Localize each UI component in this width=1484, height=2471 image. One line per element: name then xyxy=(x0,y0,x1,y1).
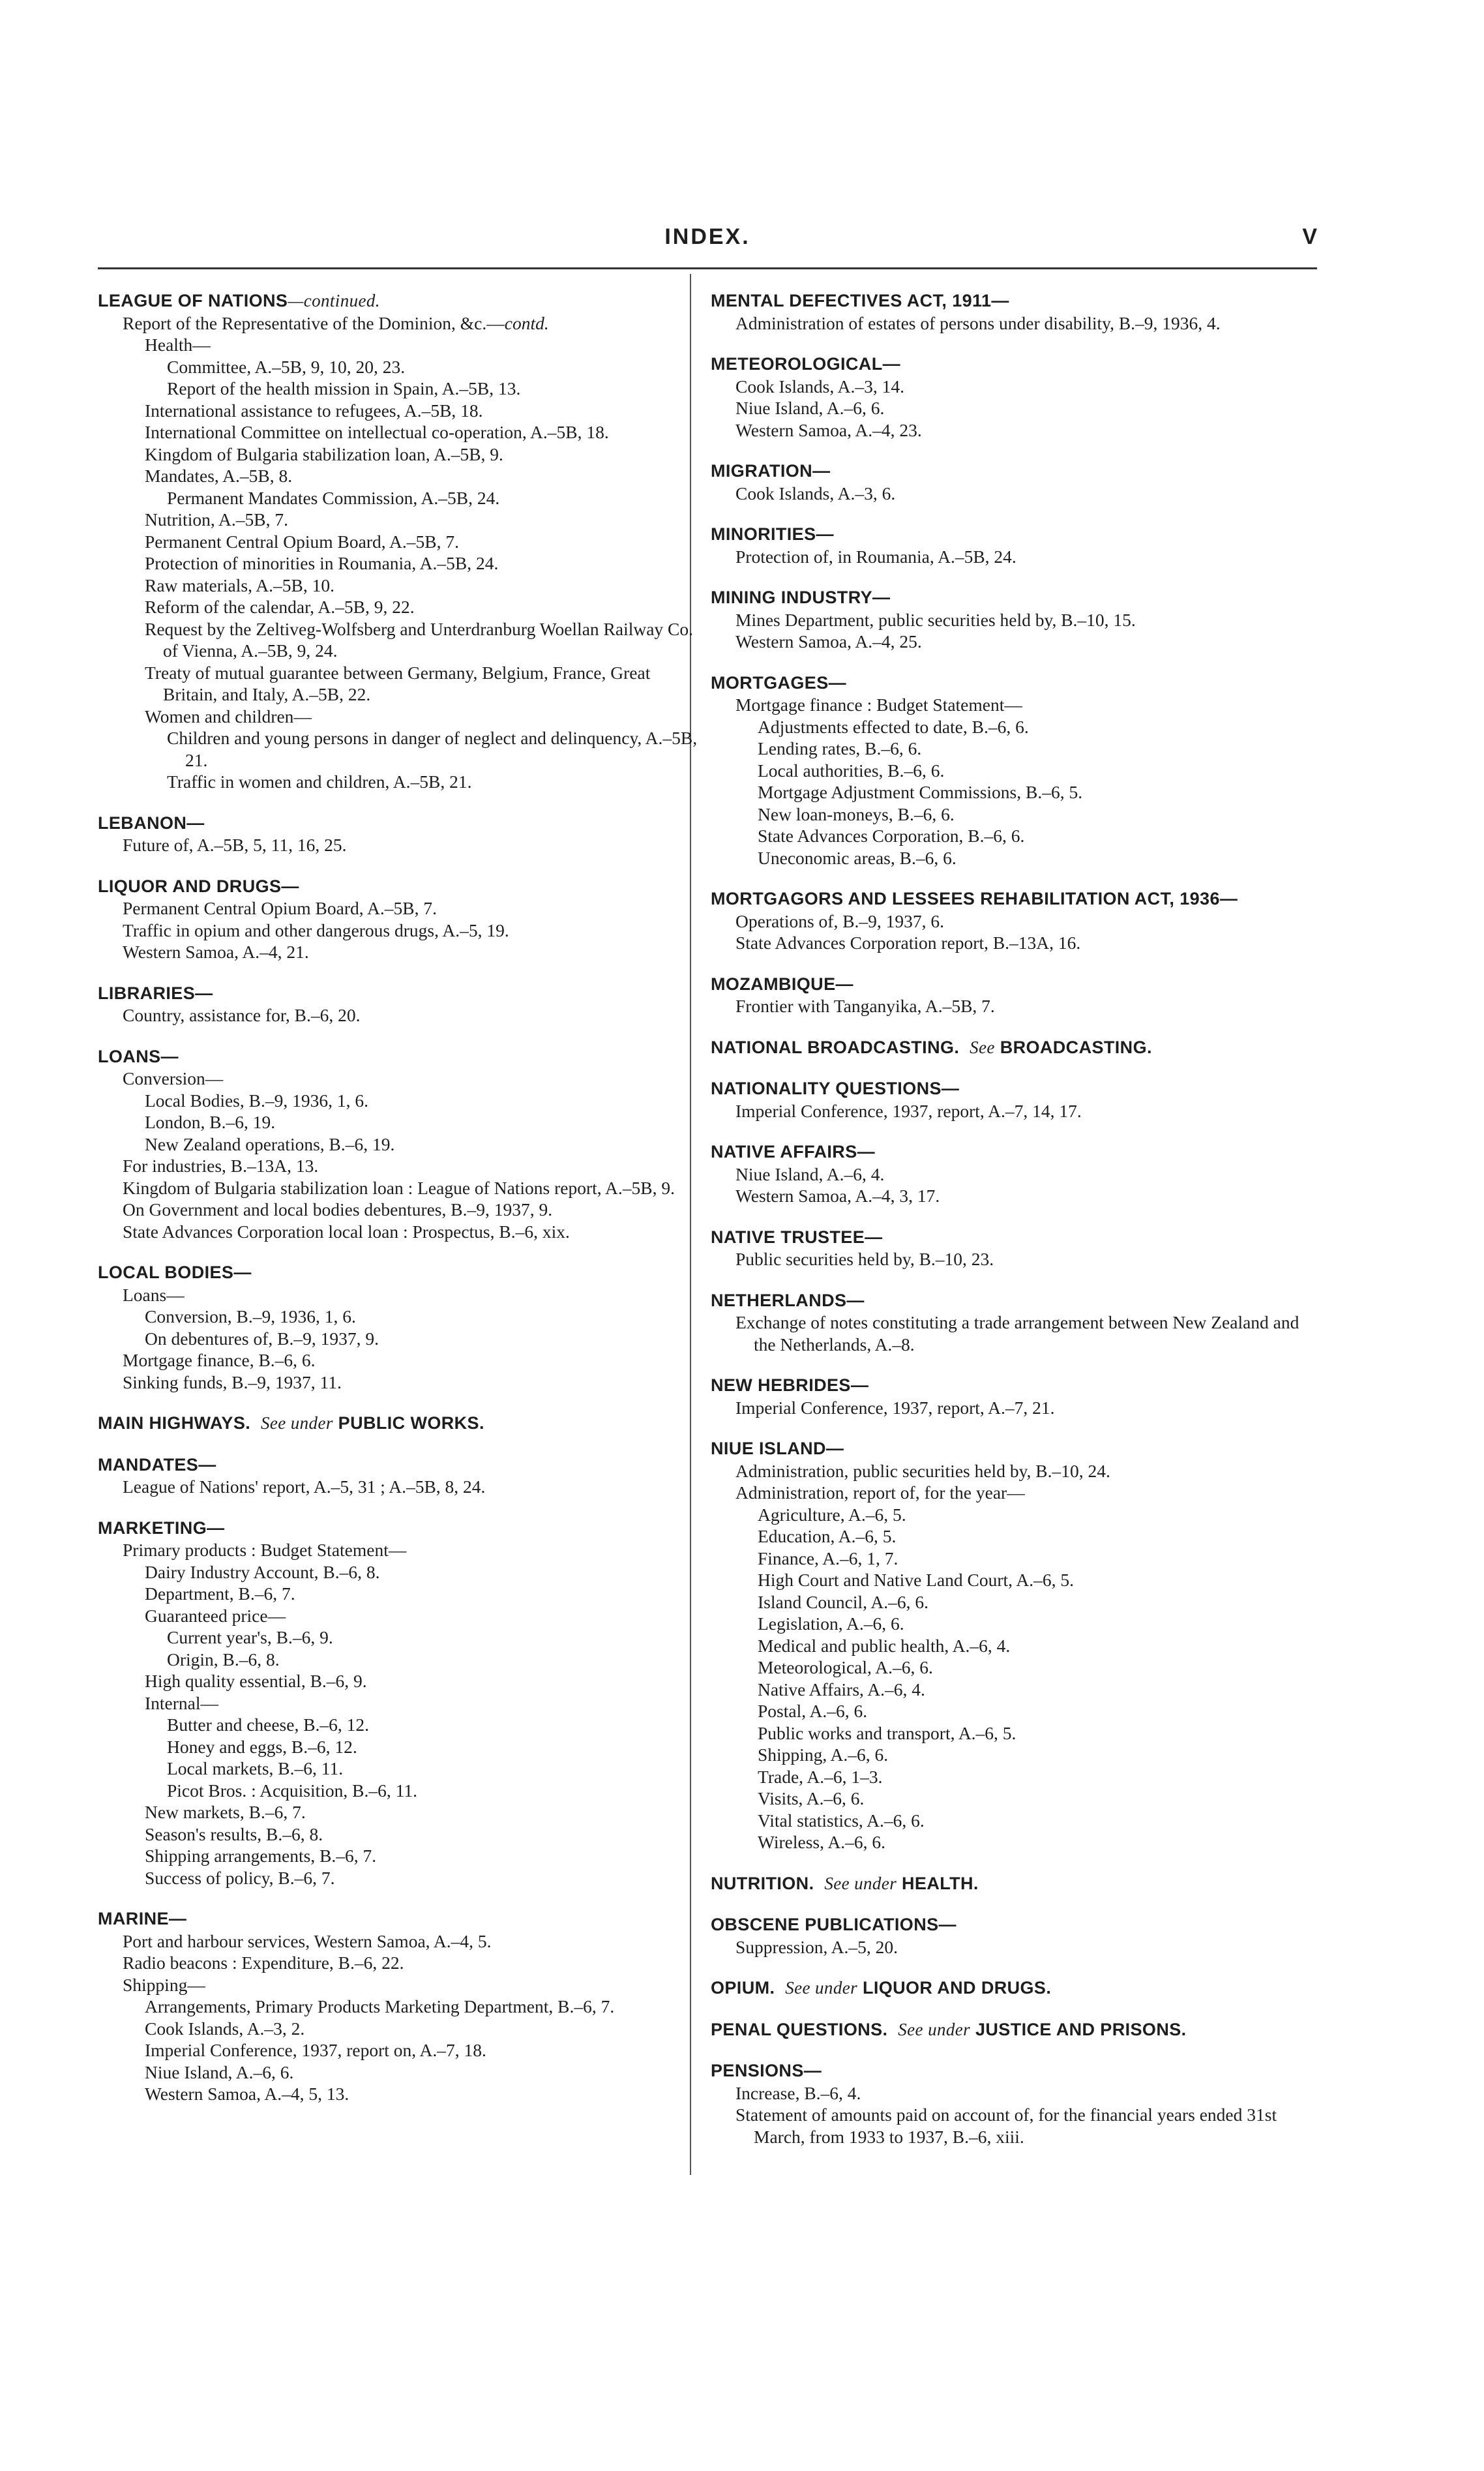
index-entry-libraries xyxy=(98,983,704,1026)
entry-line: Frontier with Tanganyika, A.–5B, 7. xyxy=(735,996,995,1016)
index-entry-niue-island xyxy=(711,1438,1317,1853)
entry-line: Shipping arrangements, B.–6, 7. xyxy=(145,1846,377,1866)
entry-line: Conversion, B.–9, 1936, 1, 6. xyxy=(145,1306,356,1326)
entry-line: Education, A.–6, 5. xyxy=(758,1526,897,1546)
entry-line: Future of, A.–5B, 5, 11, 16, 25. xyxy=(123,835,347,855)
entry-heading: NATIONAL BROADCASTING. xyxy=(711,1037,960,1057)
entry-line: Mortgage finance : Budget Statement— xyxy=(735,695,1022,715)
entry-line: Country, assistance for, B.–6, 20. xyxy=(123,1005,361,1025)
entry-line: Legislation, A.–6, 6. xyxy=(758,1613,904,1634)
index-entry-migration xyxy=(711,460,1317,504)
index-entry-minorities xyxy=(711,524,1317,567)
entry-line: Administration, report of, for the year— xyxy=(735,1482,1025,1503)
entry-line: Western Samoa, A.–4, 23. xyxy=(735,419,922,440)
index-entry-native-affairs xyxy=(711,1141,1317,1207)
entry-line: Success of policy, B.–6, 7. xyxy=(145,1867,335,1888)
see-under-note: See under xyxy=(824,1873,897,1893)
entry-heading: MAIN HIGHWAYS. xyxy=(98,1413,251,1433)
entry-line: Lending rates, B.–6, 6. xyxy=(758,738,922,758)
entry-subheading: Report of the Representative of the Dominion, &c.— xyxy=(123,312,505,333)
entry-heading: MINORITIES— xyxy=(711,524,834,544)
entry-line: Kingdom of Bulgaria stabilization loan : League of Nations report, A.–5B, 9. xyxy=(123,1177,675,1198)
entry-line: Sinking funds, B.–9, 1937, 11. xyxy=(123,1371,342,1392)
index-entry-marine xyxy=(98,1908,704,2105)
entry-line: High Court and Native Land Court, A.–6, 5. xyxy=(758,1570,1075,1590)
entry-heading: OPIUM. xyxy=(711,1978,775,1998)
cross-reference: LIQUOR AND DRUGS. xyxy=(862,1978,1052,1998)
entry-line: Cook Islands, A.–3, 2. xyxy=(145,2018,305,2039)
entry-line: Permanent Central Opium Board, A.–5B, 7. xyxy=(145,531,459,552)
entry-line: Administration of estates of persons under disability, B.–9, 1936, 4. xyxy=(735,312,1221,333)
entry-line: Report of the health mission in Spain, A.–5B, 13. xyxy=(167,378,521,398)
entry-line: Arrangements, Primary Products Marketing Department, B.–6, 7. xyxy=(145,1996,615,2016)
right-column xyxy=(711,290,1317,2167)
entry-heading: NEW HEBRIDES— xyxy=(711,1375,869,1395)
entry-line: Butter and cheese, B.–6, 12. xyxy=(167,1715,370,1735)
entry-line: Cook Islands, A.–3, 6. xyxy=(735,483,896,503)
entry-heading: NATIVE AFFAIRS— xyxy=(711,1142,876,1161)
entry-heading: PENAL QUESTIONS. xyxy=(711,2019,888,2039)
cross-reference: PUBLIC WORKS. xyxy=(338,1413,484,1433)
entry-line: Imperial Conference, 1937, report on, A.–7, 18. xyxy=(145,2040,486,2060)
index-entry-new-hebrides xyxy=(711,1375,1317,1418)
index-entry-opium xyxy=(711,1977,1317,1999)
entry-line: Medical and public health, A.–6, 4. xyxy=(758,1635,1011,1656)
entry-heading: LOCAL BODIES— xyxy=(98,1263,252,1282)
index-entry-mining-industry xyxy=(711,587,1317,653)
entry-line: Treaty of mutual guarantee between Germany, Belgium, France, Great Britain, and Italy, A.–5B, 22. xyxy=(145,662,651,704)
entry-line: Western Samoa, A.–4, 25. xyxy=(735,631,922,651)
index-entry-penal-questions xyxy=(711,2019,1317,2041)
entry-line: Mortgage finance, B.–6, 6. xyxy=(123,1350,316,1370)
cross-reference: HEALTH. xyxy=(902,1873,979,1893)
entry-line: Permanent Mandates Commission, A.–5B, 24. xyxy=(167,487,500,508)
entry-line: State Advances Corporation local loan : Prospectus, B.–6, xix. xyxy=(123,1221,570,1242)
entry-line: Women and children— xyxy=(145,706,312,726)
contd-note: contd. xyxy=(504,312,549,333)
cross-reference: BROADCASTING. xyxy=(1000,1037,1152,1057)
index-entry-mozambique xyxy=(711,974,1317,1017)
index-entry-mandates xyxy=(98,1454,704,1498)
entry-line: Meteorological, A.–6, 6. xyxy=(758,1657,933,1677)
entry-line: Conversion— xyxy=(123,1068,224,1088)
entry-heading: LEBANON— xyxy=(98,813,205,833)
index-entry-nationality-questions xyxy=(711,1078,1317,1122)
entry-line: High quality essential, B.–6, 9. xyxy=(145,1671,367,1691)
entry-line: Children and young persons in danger of neglect and delinquency, A.–5B, 21. xyxy=(167,728,698,770)
entry-line: Imperial Conference, 1937, report, A.–7, 21. xyxy=(735,1397,1055,1418)
entry-line: Kingdom of Bulgaria stabilization loan, A.–5B, 9. xyxy=(145,443,503,464)
entry-line: Traffic in opium and other dangerous drugs, A.–5, 19. xyxy=(123,920,509,940)
entry-line: New loan-moneys, B.–6, 6. xyxy=(758,803,955,824)
entry-heading: LEAGUE OF NATIONS xyxy=(98,291,288,310)
entry-line: Guaranteed price— xyxy=(145,1605,286,1626)
see-note: See xyxy=(970,1037,995,1057)
index-entry-mortgagors-and-lessees xyxy=(711,888,1317,954)
entry-line: State Advances Corporation report, B.–13A, 16. xyxy=(735,933,1081,953)
entry-heading: LOANS— xyxy=(98,1046,179,1066)
entry-line: Native Affairs, A.–6, 4. xyxy=(758,1679,925,1700)
entry-heading: NUTRITION. xyxy=(711,1873,814,1893)
entry-line: Primary products : Budget Statement— xyxy=(123,1540,407,1560)
page-number: V xyxy=(1302,224,1317,249)
entry-heading: LIBRARIES— xyxy=(98,983,213,1003)
entry-line: Committee, A.–5B, 9, 10, 20, 23. xyxy=(167,356,406,377)
index-entry-liquor-and-drugs xyxy=(98,876,704,963)
entry-line: Current year's, B.–6, 9. xyxy=(167,1627,333,1647)
entry-line: Operations of, B.–9, 1937, 6. xyxy=(735,910,945,931)
index-entry-loans xyxy=(98,1046,704,1243)
entry-line: Port and harbour services, Western Samoa, A.–4, 5. xyxy=(123,1930,492,1951)
cross-reference: JUSTICE AND PRISONS. xyxy=(975,2019,1187,2039)
index-entry-native-trustee xyxy=(711,1227,1317,1270)
entry-line: Adjustments effected to date, B.–6, 6. xyxy=(758,716,1029,737)
entry-heading: NETHERLANDS— xyxy=(711,1290,865,1310)
entry-line: Agriculture, A.–6, 5. xyxy=(758,1504,906,1525)
index-entry-meteorological xyxy=(711,353,1317,441)
entry-line: Uneconomic areas, B.–6, 6. xyxy=(758,847,957,868)
entry-heading: MARKETING— xyxy=(98,1518,225,1538)
index-entry-nutrition xyxy=(711,1873,1317,1895)
entry-heading: MOZAMBIQUE— xyxy=(711,974,853,994)
entry-line: Exchange of notes constituting a trade arrangement between New Zealand and the Netherlands, A.–8. xyxy=(735,1312,1299,1355)
entry-line: Raw materials, A.–5B, 10. xyxy=(145,575,335,595)
entry-line: Mandates, A.–5B, 8. xyxy=(145,466,293,486)
index-entry-mortgages xyxy=(711,672,1317,869)
entry-heading: MORTGAGES— xyxy=(711,672,847,693)
entry-heading: MANDATES— xyxy=(98,1454,216,1475)
entry-line: New Zealand operations, B.–6, 19. xyxy=(145,1133,395,1154)
entry-line: Mortgage Adjustment Commissions, B.–6, 5. xyxy=(758,782,1083,802)
entry-line: Nutrition, A.–5B, 7. xyxy=(145,509,289,530)
entry-heading: MARINE— xyxy=(98,1909,187,1928)
see-under-note: See under xyxy=(785,1978,858,1998)
entry-line: Postal, A.–6, 6. xyxy=(758,1701,868,1721)
entry-line: Origin, B.–6, 8. xyxy=(167,1649,280,1670)
see-under-note: See under xyxy=(898,2019,971,2039)
entry-line: Internal— xyxy=(145,1692,219,1713)
entry-heading: MORTGAGORS AND LESSEES REHABILITATION ACT, 1936— xyxy=(711,889,1238,908)
entry-line: Shipping— xyxy=(123,1974,205,1995)
entry-line: International assistance to refugees, A.–5B, 18. xyxy=(145,400,483,421)
index-entry-pensions xyxy=(711,2060,1317,2148)
entry-heading: MENTAL DEFECTIVES ACT, 1911— xyxy=(711,291,1009,310)
entry-line: Traffic in women and children, A.–5B, 21. xyxy=(167,771,472,792)
page-title: INDEX. xyxy=(664,224,750,249)
entry-line: Local markets, B.–6, 11. xyxy=(167,1758,344,1778)
entry-heading: MIGRATION— xyxy=(711,461,831,481)
entry-line: Radio beacons : Expenditure, B.–6, 22. xyxy=(123,1953,404,1973)
entry-line: Western Samoa, A.–4, 21. xyxy=(123,942,309,962)
entry-line: Loans— xyxy=(123,1284,185,1305)
running-header xyxy=(98,219,1317,258)
entry-line: Picot Bros. : Acquisition, B.–6, 11. xyxy=(167,1780,418,1801)
index-entry-local-bodies xyxy=(98,1262,704,1393)
index-entry-obscene-publications xyxy=(711,1914,1317,1958)
entry-line: Honey and eggs, B.–6, 12. xyxy=(167,1736,357,1757)
entry-heading: NIUE ISLAND— xyxy=(711,1439,844,1458)
entry-line: On Government and local bodies debentures, B.–9, 1937, 9. xyxy=(123,1199,553,1220)
entry-line: Local authorities, B.–6, 6. xyxy=(758,760,945,781)
entry-line: Finance, A.–6, 1, 7. xyxy=(758,1548,898,1568)
index-entry-marketing xyxy=(98,1518,704,1889)
index-entry-mental-defectives xyxy=(711,290,1317,334)
entry-line: Suppression, A.–5, 20. xyxy=(735,1936,898,1957)
entry-line: Shipping, A.–6, 6. xyxy=(758,1745,889,1765)
entry-line: Reform of the calendar, A.–5B, 9, 22. xyxy=(145,597,415,617)
entry-line: Island Council, A.–6, 6. xyxy=(758,1591,929,1612)
entry-line: Protection of minorities in Roumania, A.–5B, 24. xyxy=(145,553,499,573)
entry-line: Protection of, in Roumania, A.–5B, 24. xyxy=(735,546,1017,567)
entry-line: Visits, A.–6, 6. xyxy=(758,1788,865,1808)
entry-heading: LIQUOR AND DRUGS— xyxy=(98,876,299,896)
entry-line: Increase, B.–6, 4. xyxy=(735,2082,861,2103)
entry-line: Western Samoa, A.–4, 3, 17. xyxy=(735,1186,940,1206)
entry-line: International Committee on intellectual co-operation, A.–5B, 18. xyxy=(145,422,609,442)
continued-note: —continued. xyxy=(288,291,380,310)
entry-heading: OBSCENE PUBLICATIONS— xyxy=(711,1915,957,1934)
entry-heading: NATIONALITY QUESTIONS— xyxy=(711,1079,960,1098)
entry-line: London, B.–6, 19. xyxy=(145,1112,276,1132)
entry-line: League of Nations' report, A.–5, 31 ; A.–5B, 8, 24. xyxy=(123,1476,486,1497)
entry-line: Vital statistics, A.–6, 6. xyxy=(758,1810,925,1831)
index-entry-league-of-nations xyxy=(98,290,704,793)
entry-line: Permanent Central Opium Board, A.–5B, 7. xyxy=(123,898,437,918)
entry-line: Request by the Zeltiveg-Wolfsberg and Unterdranburg Woellan Railway Co. of Vienna, A.–5B, 9, 24. xyxy=(145,618,694,661)
left-column xyxy=(98,290,704,2125)
entry-line: Public works and transport, A.–6, 5. xyxy=(758,1722,1017,1743)
entry-heading: MINING INDUSTRY— xyxy=(711,588,891,607)
entry-line: Cook Islands, A.–3, 14. xyxy=(735,376,904,397)
entry-line: On debentures of, B.–9, 1937, 9. xyxy=(145,1328,379,1349)
entry-line: Western Samoa, A.–4, 5, 13. xyxy=(145,2084,349,2104)
index-entry-lebanon xyxy=(98,813,704,856)
see-under-note: See under xyxy=(260,1413,333,1433)
entry-line: Administration, public securities held by, B.–10, 24. xyxy=(735,1460,1110,1481)
entry-line: Wireless, A.–6, 6. xyxy=(758,1832,885,1852)
entry-line: New markets, B.–6, 7. xyxy=(145,1802,306,1822)
entry-line: Dairy Industry Account, B.–6, 8. xyxy=(145,1561,380,1582)
entry-heading: PENSIONS— xyxy=(711,2061,822,2080)
entry-line: Health— xyxy=(145,335,211,355)
entry-line: Niue Island, A.–6, 4. xyxy=(735,1163,885,1184)
index-entry-main-highways xyxy=(98,1413,704,1435)
entry-line: State Advances Corporation, B.–6, 6. xyxy=(758,826,1025,846)
entry-line: Department, B.–6, 7. xyxy=(145,1583,295,1604)
entry-line: Niue Island, A.–6, 6. xyxy=(735,398,885,418)
entry-heading: NATIVE TRUSTEE— xyxy=(711,1227,883,1247)
entry-line: Local Bodies, B.–9, 1936, 1, 6. xyxy=(145,1090,368,1111)
entry-line: Niue Island, A.–6, 6. xyxy=(145,2061,294,2082)
entry-line: Trade, A.–6, 1–3. xyxy=(758,1766,883,1787)
entry-line: Season's results, B.–6, 8. xyxy=(145,1823,323,1844)
entry-line: Public securities held by, B.–10, 23. xyxy=(735,1249,994,1269)
entry-line: For industries, B.–13A, 13. xyxy=(123,1156,319,1176)
index-entry-netherlands xyxy=(711,1290,1317,1356)
header-rule xyxy=(98,267,1317,269)
entry-line: Imperial Conference, 1937, report, A.–7, 14, 17. xyxy=(735,1100,1082,1121)
entry-line: Statement of amounts paid on account of, for the financial years ended 31st March, from 1933 to 1937, B.–6, xiii. xyxy=(735,2104,1277,2147)
entry-heading: METEOROLOGICAL— xyxy=(711,354,900,374)
entry-line: Mines Department, public securities held by, B.–10, 15. xyxy=(735,609,1136,630)
index-entry-national-broadcasting xyxy=(711,1037,1317,1059)
